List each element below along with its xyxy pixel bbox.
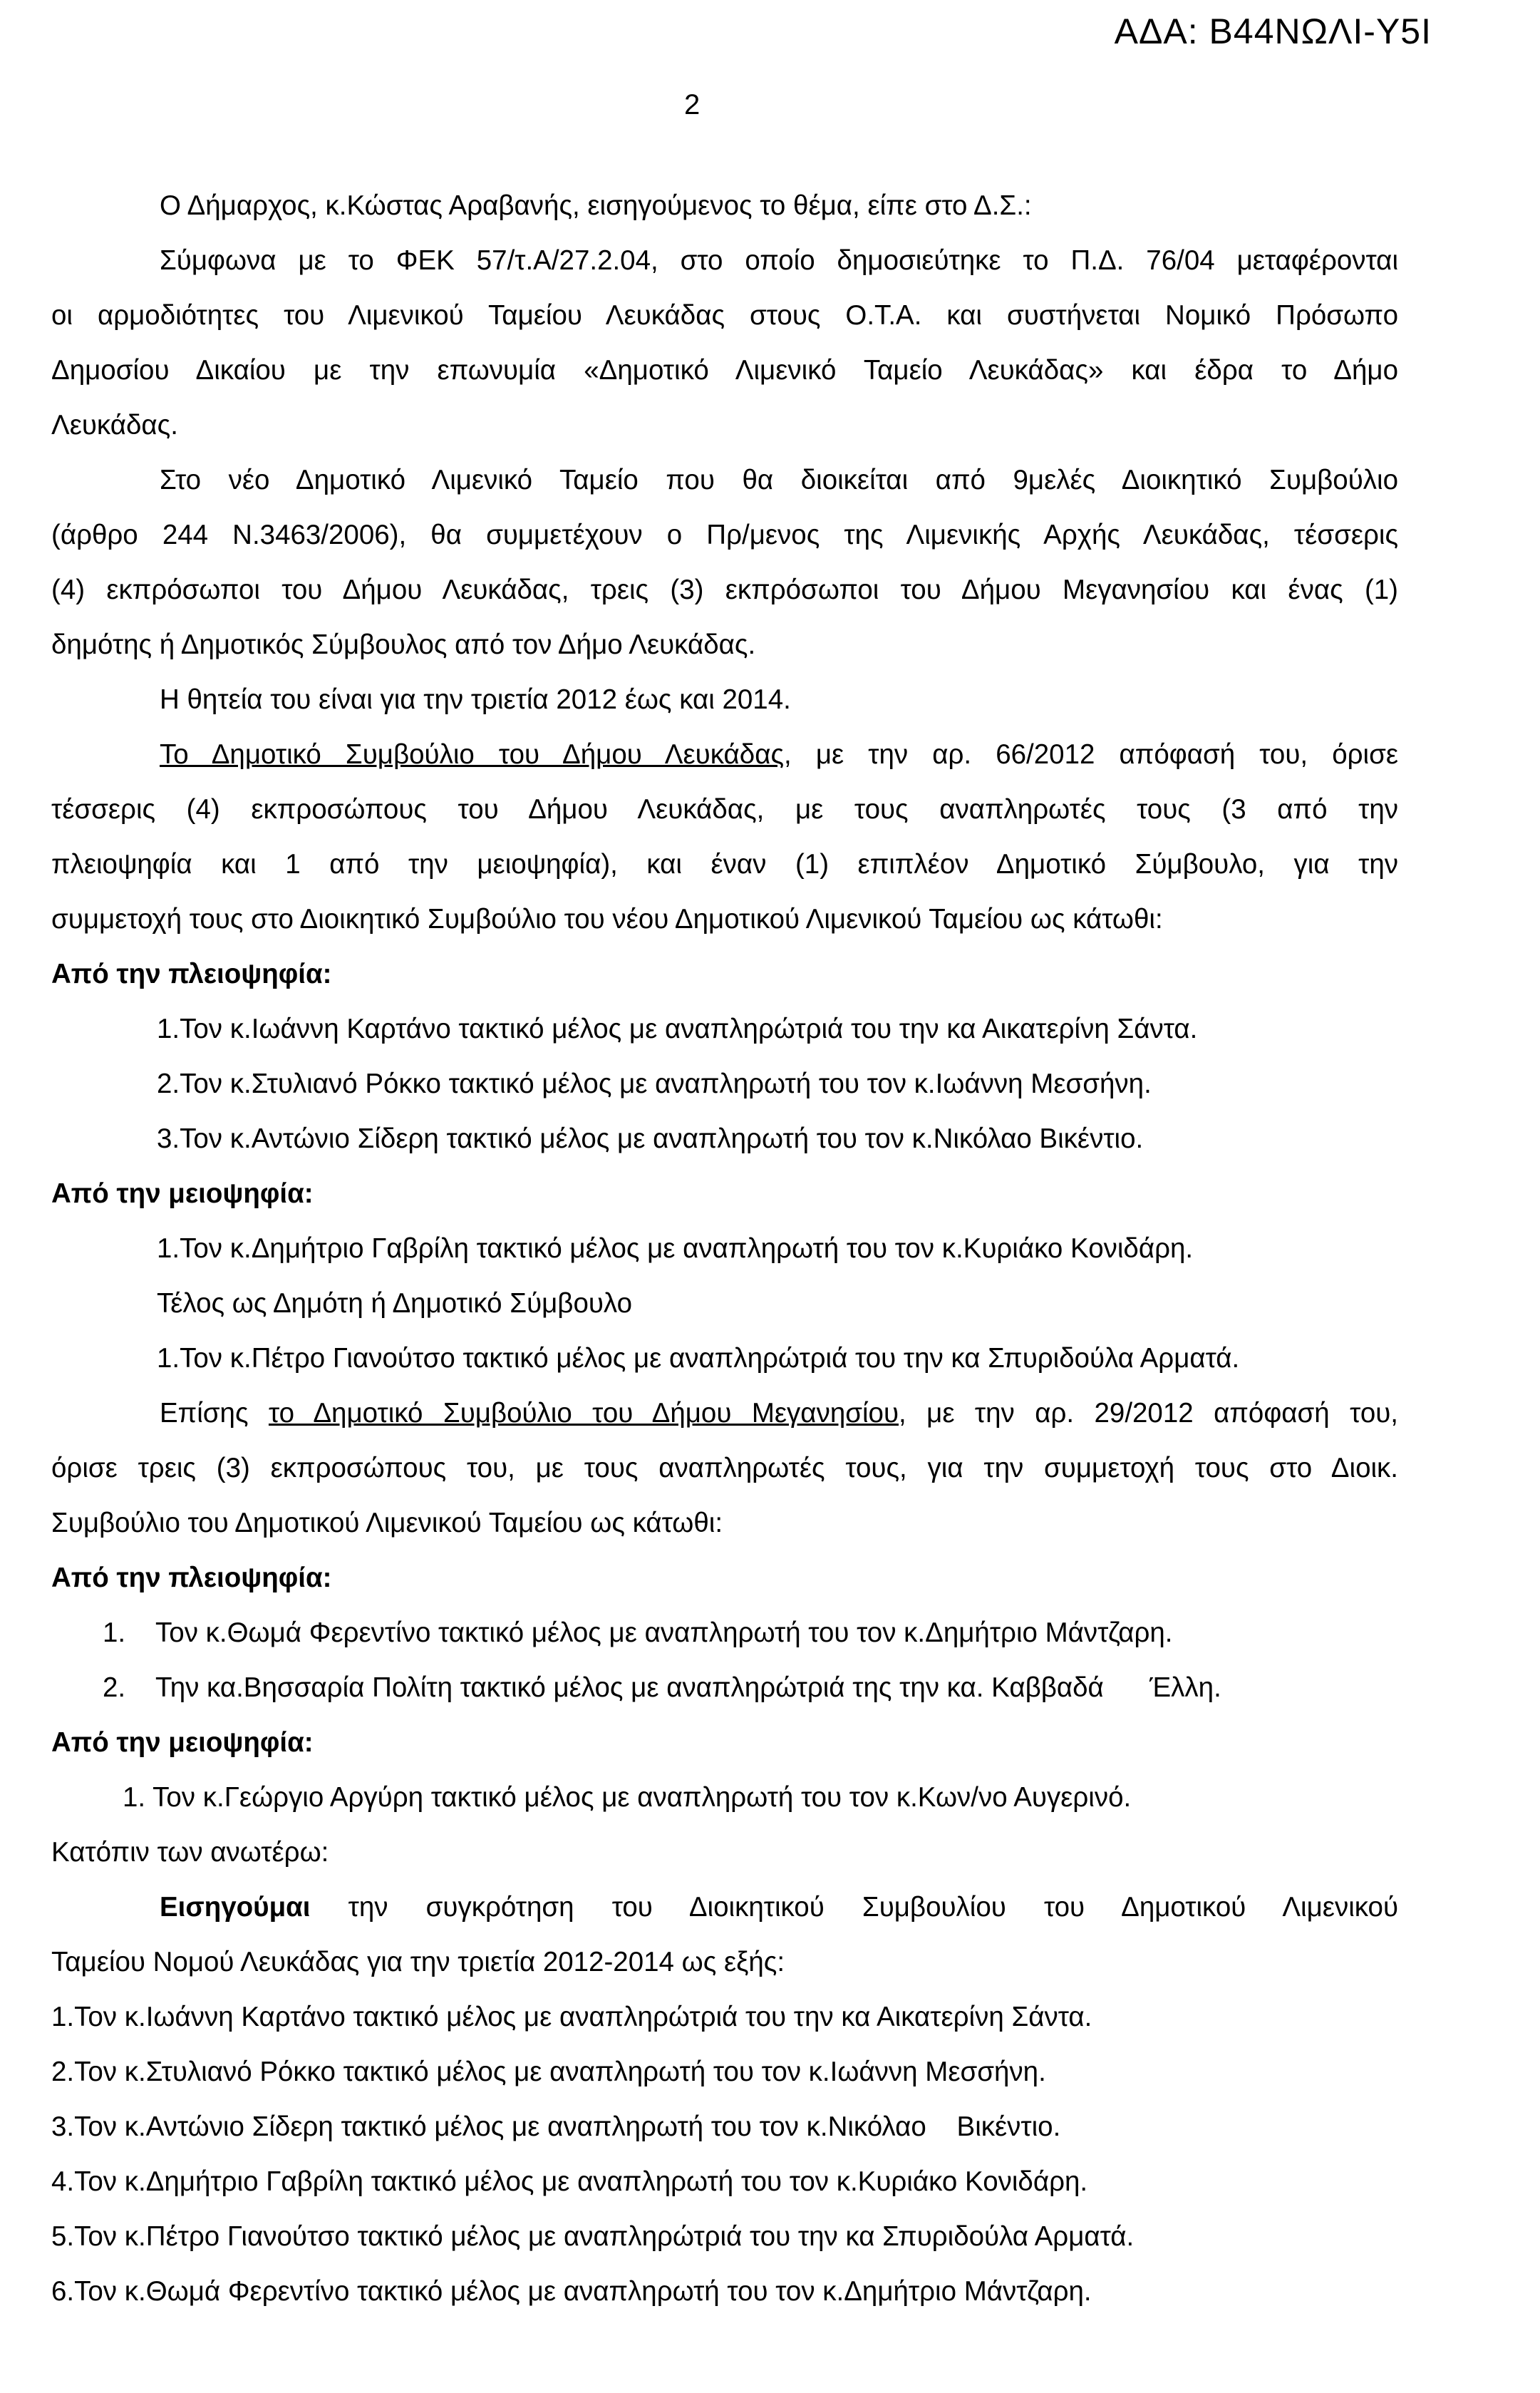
citizen-heading: Τέλος ως Δημότη ή Δημοτικό Σύμβουλο [157, 1288, 633, 1319]
paragraph-line: Συμβούλιο του Δημοτικού Λιμενικού Ταμείου ως κάτωθι: [51, 1508, 723, 1538]
list-item: 1.Τον κ.Πέτρο Γιανούτσο τακτικό μέλος με αναπληρώτριά του την κα Σπυριδούλα Αρματά. [157, 1343, 1240, 1374]
heading-majority: Από την πλειοψηφία: [51, 1563, 332, 1593]
paragraph-line: Κατόπιν των ανωτέρω: [51, 1837, 329, 1868]
list-item: 2.Τον κ.Στυλιανό Ρόκκο τακτικό μέλος με αναπληρωτή του τον κ.Ιωάννη Μεσσήνη. [157, 1069, 1152, 1099]
paragraph-line: οι αρμοδιότητες του Λιμενικού Ταμείου Λευκάδας στους Ο.Τ.Α. και συστήνεται Νομικό Πρόσωπο [51, 300, 1398, 331]
paragraph-line: Ταμείου Νομού Λευκάδας για την τριετία 2012-2014 ως εξής: [51, 1947, 785, 1977]
paragraph-line-rest: , με την αρ. 66/2012 απόφασή του, όρισε [784, 739, 1398, 770]
list-item: 1.Τον κ.Ιωάννη Καρτάνο τακτικό μέλος με αναπληρώτριά του την κα Αικατερίνη Σάντα. [157, 1014, 1198, 1044]
council-name-underlined: το Δημοτικό Συμβούλιο του Δήμου Μεγανησίου [268, 1398, 899, 1429]
paragraph-line [51, 1880, 1398, 1935]
heading-minority: Από την μειοψηφία: [51, 1178, 314, 1209]
list-item [51, 1605, 1398, 1660]
list-number: 1. [103, 1617, 126, 1648]
paragraph-line-rest: την συγκρότηση του Διοικητικού Συμβουλίου του Δημοτικού Λιμενικού [310, 1892, 1398, 1923]
paragraph-line: (άρθρο 244 Ν.3463/2006), θα συμμετέχουν ο Πρ/μενος της Λιμενικής Αρχής Λευκάδας, τέσσερις [51, 520, 1398, 550]
ada-code: ΑΔΑ: Β44ΝΩΛΙ-Υ5Ι [1114, 11, 1432, 51]
heading-minority: Από την μειοψηφία: [51, 1727, 314, 1758]
paragraph-line: συμμετοχή τους στο Διοικητικό Συμβούλιο του νέου Δημοτικού Λιμενικού Ταμείου ως κάτωθι: [51, 904, 1163, 935]
paragraph-line [51, 1386, 1398, 1441]
list-item [51, 1660, 1398, 1715]
paragraph-line-start: Επίσης [160, 1398, 269, 1429]
list-item: 1.Τον κ.Δημήτριο Γαβρίλη τακτικό μέλος με αναπληρωτή του τον κ.Κυριάκο Κονιδάρη. [157, 1233, 1194, 1264]
council-name-underlined: Το Δημοτικό Συμβούλιο του Δήμου Λευκάδας [160, 739, 785, 770]
paragraph-line: (4) εκπρόσωποι του Δήμου Λευκάδας, τρεις (3) εκπρόσωποι του Δήμου Μεγανησίου και ένας (1) [51, 575, 1398, 605]
paragraph-line: πλειοψηφία και 1 από την μειοψηφία), και έναν (1) επιπλέον Δημοτικό Σύμβουλο, για την [51, 849, 1398, 880]
paragraph-line: Λευκάδας. [51, 410, 178, 441]
paragraph-line: τέσσερις (4) εκπροσώπους του Δήμου Λευκάδας, με τους αναπληρωτές τους (3 από την [51, 794, 1398, 825]
list-item: 4.Τον κ.Δημήτριο Γαβρίλη τακτικό μέλος με αναπληρωτή του τον κ.Κυριάκο Κονιδάρη. [51, 2166, 1088, 2197]
heading-majority: Από την πλειοψηφία: [51, 959, 332, 989]
list-item: 3.Τον κ.Αντώνιο Σίδερη τακτικό μέλος με αναπληρωτή του τον κ.Νικόλαο Βικέντιο. [51, 2111, 1061, 2142]
list-item: 5.Τον κ.Πέτρο Γιανούτσο τακτικό μέλος με αναπληρώτριά του την κα Σπυριδούλα Αρματά. [51, 2221, 1135, 2252]
list-item: 3.Τον κ.Αντώνιο Σίδερη τακτικό μέλος με αναπληρωτή του τον κ.Νικόλαο Βικέντιο. [157, 1123, 1144, 1154]
list-number: 2. [103, 1672, 126, 1703]
paragraph-line: Στο νέο Δημοτικό Λιμενικό Ταμείο που θα διοικείται από 9μελές Διοικητικό Συμβούλιο [160, 465, 1398, 495]
list-item: 1. Τον κ.Γεώργιο Αργύρη τακτικό μέλος με αναπληρωτή του τον κ.Κων/νο Αυγερινό. [123, 1782, 1132, 1813]
paragraph-term: Η θητεία του είναι για την τριετία 2012 έως και 2014. [160, 684, 791, 715]
proposal-keyword: Εισηγούμαι [160, 1892, 311, 1923]
list-item: 6.Τον κ.Θωμά Φερεντίνο τακτικό μέλος με αναπληρωτή του τον κ.Δημήτριο Μάντζαρη. [51, 2276, 1092, 2307]
paragraph-line: Δημοσίου Δικαίου με την επωνυμία «Δημοτικό Λιμενικό Ταμείο Λευκάδας» και έδρα το Δήμο [51, 355, 1398, 386]
paragraph-line [51, 727, 1398, 782]
paragraph-intro: Ο Δήμαρχος, κ.Κώστας Αραβανής, εισηγούμενος το θέμα, είπε στο Δ.Σ.: [160, 190, 1032, 221]
list-text: Την κα.Βησσαρία Πολίτη τακτικό μέλος με αναπληρώτριά της την κα. Καββαδά Έλλη. [155, 1672, 1221, 1703]
page-number: 2 [684, 89, 701, 120]
list-item: 1.Τον κ.Ιωάννη Καρτάνο τακτικό μέλος με αναπληρώτριά του την κα Αικατερίνη Σάντα. [51, 2002, 1092, 2032]
paragraph-line: Σύμφωνα με το ΦΕΚ 57/τ.Α/27.2.04, στο οποίο δημοσιεύτηκε το Π.Δ. 76/04 μεταφέρονται [160, 245, 1398, 276]
list-text: Τον κ.Θωμά Φερεντίνο τακτικό μέλος με αναπληρωτή του τον κ.Δημήτριο Μάντζαρη. [155, 1617, 1173, 1648]
document-body [51, 178, 1398, 2319]
paragraph-line-rest: , με την αρ. 29/2012 απόφασή του, [899, 1398, 1398, 1429]
paragraph-line: όρισε τρεις (3) εκπροσώπους του, με τους αναπληρωτές τους, για την συμμετοχή τους στο Διοικ. [51, 1453, 1398, 1483]
paragraph-line: δημότης ή Δημοτικός Σύμβουλος από τον Δήμο Λευκάδας. [51, 629, 756, 660]
list-item: 2.Τον κ.Στυλιανό Ρόκκο τακτικό μέλος με αναπληρωτή του τον κ.Ιωάννη Μεσσήνη. [51, 2057, 1046, 2087]
